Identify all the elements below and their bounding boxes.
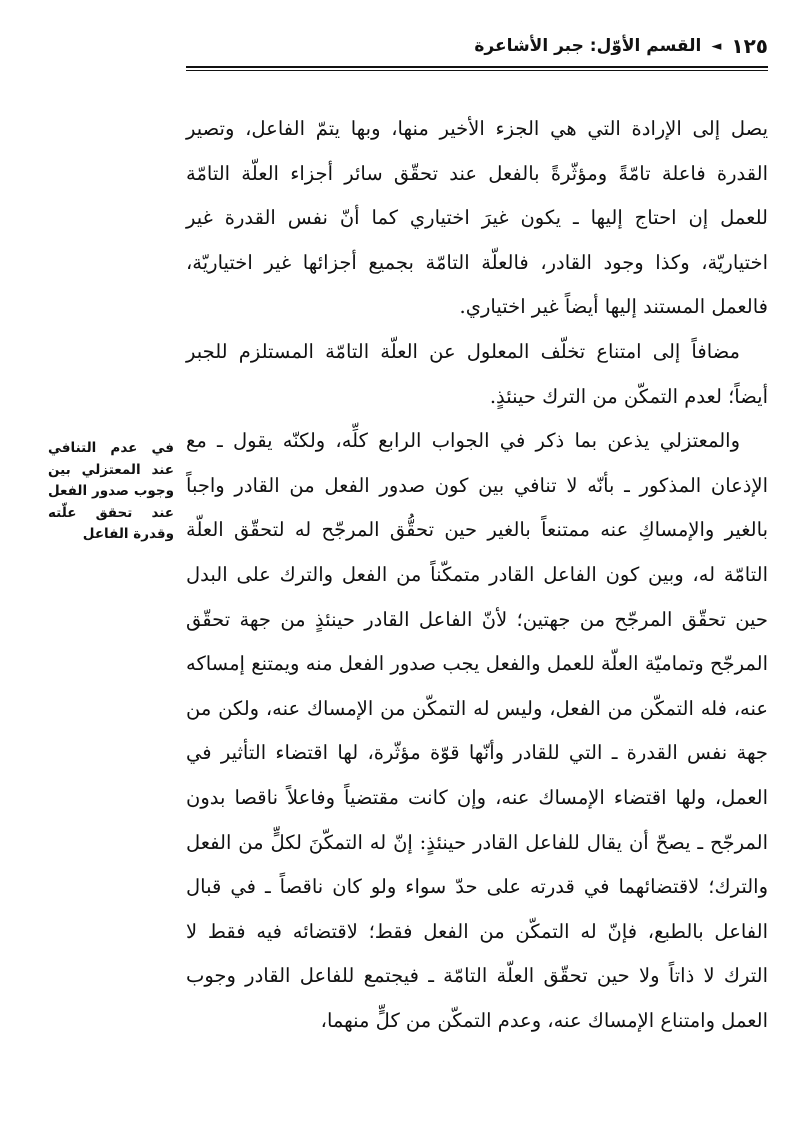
paragraph-1: يصل إلى الإرادة التي هي الجزء الأخير منها، وبها يتمّ الفاعل، وتصير القدرة فاعلة تامّةً ومؤثّرةً بالفعل عند تحقّق سائر أجزاء العلّة التامّة للعمل إن احتاج إليها ـ يكون غيرَ اختياري كما أنّ نفس القدرة غير اختياريّة، وكذا وجود القادر، فالعلّة التامّة بجميع أجزائها غير اختياريّة، فالعمل المستند إليها أيضاً غير اختياري. [186, 117, 768, 319]
body-text [186, 107, 768, 1043]
margin-note: في عدم التنافي عند المعتزلي بين وجوب صدور الفعل عند تحقق علّته وقدرة الفاعل [48, 440, 174, 542]
running-header [186, 30, 768, 62]
page-number: ١٢٥ [731, 34, 768, 58]
header-rule-thin [186, 70, 768, 71]
section-title: القسم الأوّل: جبر الأشاعرة [474, 36, 702, 56]
left-triangle-icon: ◄ [711, 38, 722, 54]
paragraph-2: مضافاً إلى امتناع تخلّف المعلول عن العلّة التامّة المستلزم للجبر أيضاً؛ لعدم التمكّن من الترك حينئذٍ. [186, 339, 768, 408]
header-rule [186, 66, 768, 68]
paragraph-3: والمعتزلي يذعن بما ذكر في الجواب الرابع كلِّه، ولكنّه يقول ـ مع الإذعان المذكور ـ بأنّه لا تنافي بين كون صدور الفعل من القادر واجباً بالغير والإمساكِ عنه ممتنعاً بالغير حين تحقُّق المرجّح له لتحقّق العلّة التامّة له، وبين كون الفاعل القادر متمكّناً من الفعل والترك على البدل حين تحقّق المرجّح من جهتين؛ لأنّ الفاعل القادر حينئذٍ من جهة تحقّق المرجّح وتماميّة العلّة للعمل والفعل يجب صدور الفعل منه ويمتنع إمساكه عنه، فله التمكّن من الفعل، وليس له التمكّن من الإمساك عنه، ولكن من جهة نفس القدرة ـ التي للقادر وأنّها قوّة مؤثّرة، لها اقتضاء التأثير في العمل، ولها اقتضاء الإمساك عنه، وإن كانت مقتضياً وفاعلاً ناقصا بدون المرجّح ـ يصحّ أن يقال للفاعل القادر حينئذٍ: إنّ له التمكّنَ لكلٍّ من الفعل والترك؛ لاقتضائهما في قدرته على حدّ سواء ولو كان ناقصاً ـ في قبال الفاعل بالطبع، فإنّ له التمكّن من الفعل فقط؛ لاقتضائه فيه فقط لا الترك لا ذاتاً ولا حين تحقّق العلّة التامّة ـ فيجتمع للفاعل القادر وجوب العمل وامتناع الإمساك عنه، وعدم التمكّن من كلٍّ منهما، [186, 429, 768, 1032]
